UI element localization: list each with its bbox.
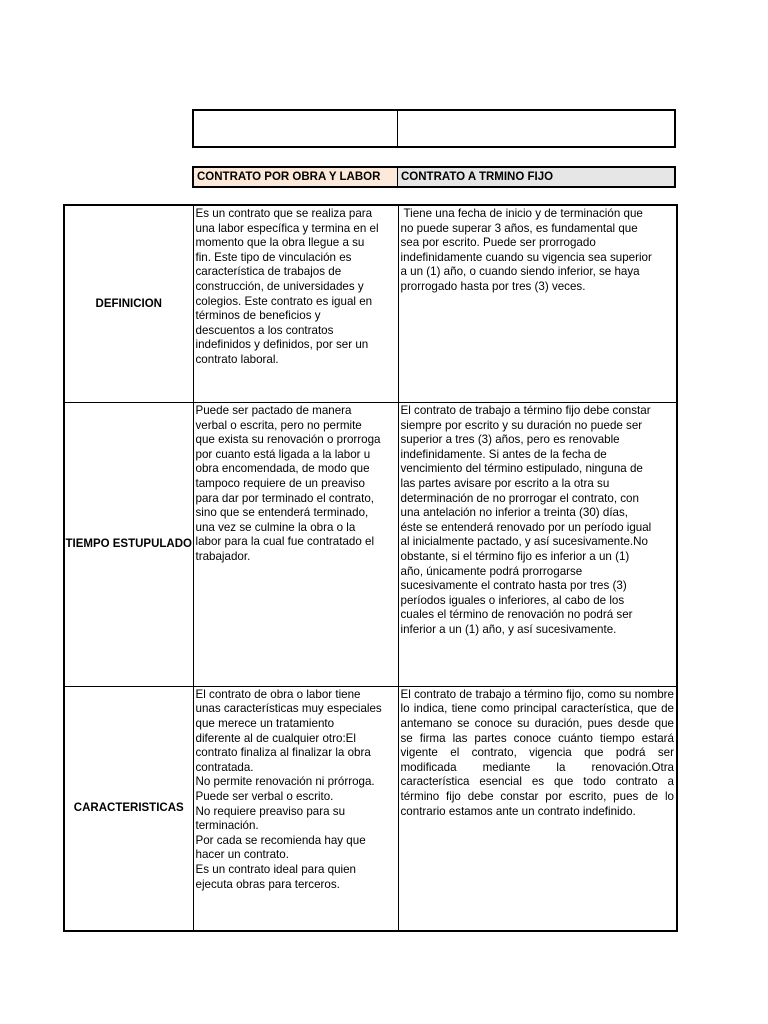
cell-tiempo-obra — [193, 403, 398, 687]
text-line: contrato laboral. — [195, 352, 279, 366]
text-line: No permite renovación ni prórroga. — [195, 775, 375, 789]
text-line: año, únicamente podrá prorrogarse — [400, 564, 583, 578]
text-line: determinación de no prorrogar el contrato, con — [400, 491, 639, 505]
row-tiempo — [64, 403, 677, 687]
text-line: trabajador. — [195, 549, 251, 563]
text-line: Es un contrato que se realiza para — [195, 207, 373, 220]
text-line: prorrogado hasta por tres (3) veces. — [400, 279, 586, 293]
cell-definicion-obra — [193, 205, 398, 403]
text-line: No requiere preaviso para su — [195, 804, 346, 818]
text-line: tampoco requiere de un preaviso — [195, 477, 366, 490]
text-line: sucesivamente el contrato hasta por tres (3) — [400, 579, 627, 593]
text-line: descuentos a los contratos — [195, 323, 334, 337]
text-line: obstante, si el término fijo es inferior a un (1) — [400, 549, 630, 563]
text-line: Puede ser pactado de manera — [195, 404, 352, 418]
row-definicion — [64, 205, 677, 403]
text-line: Tiene una fecha de inicio y de terminación que — [400, 207, 643, 220]
text-line: una labor específica y termina en el — [195, 221, 379, 235]
text-line: al inicialmente pactado, y así sucesivamente.No — [400, 535, 648, 549]
comparison-table — [63, 204, 678, 932]
text-line: sea por escrito. Puede ser prorrogado — [400, 236, 596, 250]
header-termino-fijo: CONTRATO A TRMINO FIJO — [398, 168, 674, 186]
text-line: superior a tres (3) años, pero es renovable — [400, 433, 620, 447]
empty-title-row — [192, 109, 676, 148]
label-definicion: DEFINICION — [64, 205, 193, 403]
text-line: siempre por escrito y su duración no puede ser — [400, 418, 643, 432]
text-line: Es un contrato ideal para quien — [195, 862, 356, 876]
text-line: una antelación no inferior a treinta (30) días, — [400, 506, 629, 520]
text-line: éste se entenderá renovado por un período igual — [400, 520, 652, 534]
text-line: labor para la cual fue contratado el — [195, 535, 375, 549]
text-line: diferente al de cualquier otro:El — [195, 731, 356, 745]
text-line: vencimiento del término estipulado, ninguna de — [400, 462, 643, 476]
text-line: las partes avisare por escrito a la otra su — [400, 477, 610, 490]
text-line: obra encomendada, de modo que — [195, 462, 370, 476]
text-line: indefinidamente cuando su vigencia sea superior — [400, 250, 652, 264]
empty-title-divider — [397, 111, 398, 146]
column-header-row — [192, 166, 676, 188]
text-line: para dar por terminado el contrato, — [195, 491, 375, 505]
text-line: términos de beneficios y — [195, 309, 321, 323]
text-line: a un (1) año, o cuando siendo inferior, se haya — [400, 265, 640, 279]
text-line: indefinidamente. Si antes de la fecha de — [400, 447, 607, 461]
text-line: una vez se culmine la obra o la — [195, 520, 356, 534]
text-line: fin. Este tipo de vinculación es — [195, 250, 352, 264]
text-line: no puede superar 3 años, es fundamental que — [400, 221, 638, 235]
text-line: verbal o escrita, pero no permite — [195, 418, 362, 432]
text-line: hacer un contrato. — [195, 848, 289, 862]
cell-caracteristicas-fijo: El contrato de trabajo a término fijo, como su nombre lo indica, tiene como principal característica, que de antemano se conoce su duración, pues desde que se firma las partes conoce cuánto tiempo estará vigente el contrato, vigencia que podrá ser modificada mediante la renovación.Otra característica esencial es que todo contrato a término fijo debe constar por escrito, pues de lo contrario estamos ante un contrato indefinido. — [398, 686, 677, 931]
text-line: colegios. Este contrato es igual en — [195, 294, 373, 308]
text-line: períodos iguales o inferiores, al cabo de los — [400, 593, 625, 607]
text-line: contrato finaliza al finalizar la obra — [195, 746, 371, 760]
text-line: Puede ser verbal o escrito. — [195, 789, 334, 803]
text-line: momento que la obra llegue a su — [195, 236, 365, 250]
text-line: que merece un tratamiento — [195, 717, 335, 730]
row-caracteristicas — [64, 686, 677, 931]
text-line: que exista su renovación o prorroga — [195, 433, 381, 447]
label-caracteristicas: CARACTERISTICAS — [64, 686, 193, 931]
text-line: El contrato de trabajo a término fijo debe constar — [400, 404, 651, 418]
text-line: unas características muy especiales — [195, 702, 382, 716]
text-line: característica de trabajos de — [195, 265, 342, 279]
cell-definicion-fijo — [398, 205, 677, 403]
text-line: indefinidos y definidos, por ser un — [195, 338, 369, 352]
cell-tiempo-fijo — [398, 403, 677, 687]
text-line: Por cada se recomienda hay que — [195, 833, 366, 847]
text-line: inferior a un (1) año, y así sucesivamente. — [400, 622, 617, 636]
text-line: terminación. — [195, 819, 259, 833]
cell-caracteristicas-obra — [193, 686, 398, 931]
text-line: ejecuta obras para terceros. — [195, 877, 340, 891]
text-line: contratada. — [195, 760, 254, 774]
text-line: construcción, de universidades y — [195, 279, 364, 293]
text-line: sino que se entenderá terminado, — [195, 506, 369, 520]
header-obra-labor: CONTRATO POR OBRA Y LABOR — [194, 168, 398, 186]
label-tiempo: TIEMPO ESTUPULADO — [64, 403, 193, 687]
text-line: El contrato de obra o labor tiene — [195, 687, 361, 701]
text-line: por cuanto está ligada a la labor u — [195, 447, 371, 461]
text-line: cuales el término de renovación no podrá ser — [400, 608, 633, 622]
